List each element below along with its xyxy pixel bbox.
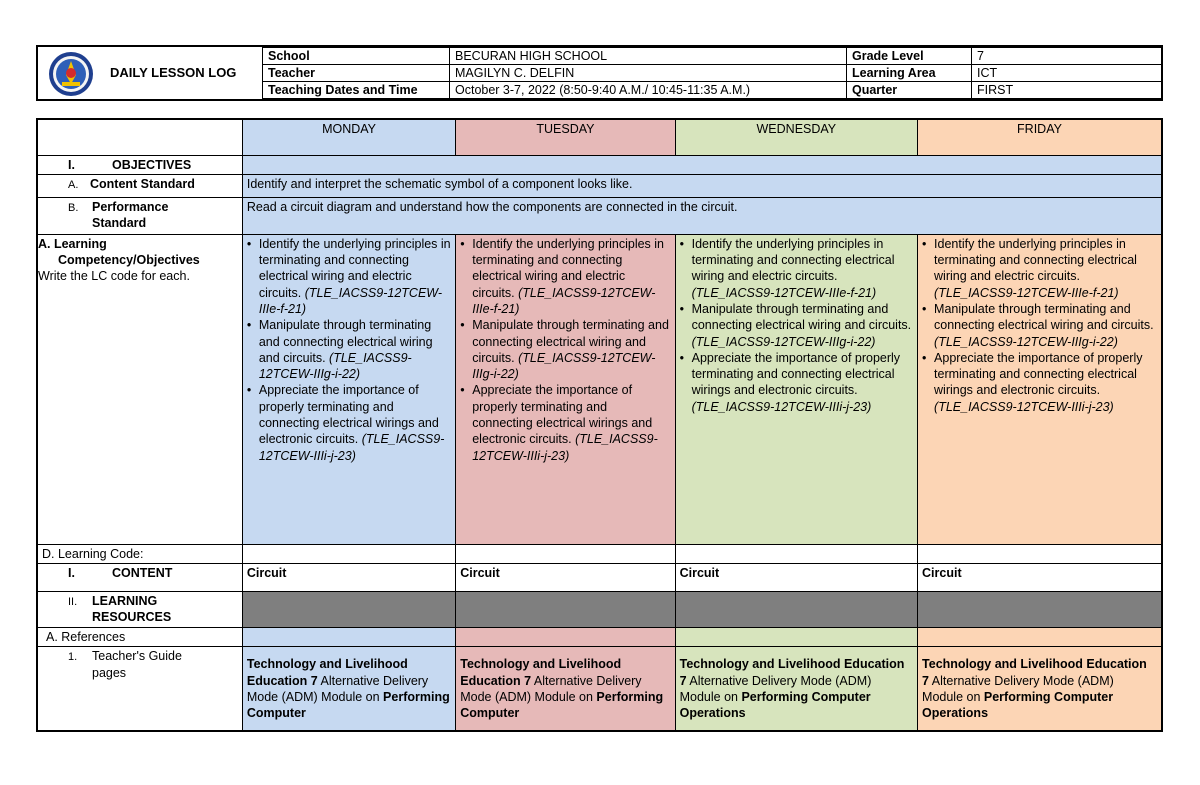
lesson-log-header [36, 45, 1163, 101]
teachers-guide-monday: Technology and Livelihood Education 7 Alternative Delivery Mode (ADM) Module on Performing Computer [242, 647, 455, 731]
grade-level-label: Grade Level [847, 48, 972, 65]
teaching-dates-label: Teaching Dates and Time [263, 82, 450, 99]
competency-label [37, 234, 242, 544]
objectives-band [242, 155, 1162, 174]
learning-code-label: D. Learning Code: [37, 544, 242, 563]
content-standard-text: Identify and interpret the schematic symbol of a component looks like. [242, 174, 1162, 197]
header-row-dates [263, 82, 1162, 99]
content-tuesday: Circuit [456, 564, 675, 592]
competency-list-monday [247, 236, 451, 464]
resources-friday [918, 592, 1162, 628]
competency-list-friday [922, 236, 1157, 415]
teachers-guide-title-2: pages [92, 665, 127, 680]
list-item: • Appreciate the importance of properly terminating and connecting electrical wirings and electronic circuits. (TLE_IACSS9-12TCEW-IIIi-j-23) [679, 350, 901, 414]
performance-standard-title-1: Performance [92, 199, 169, 214]
learning-code-wednesday [675, 544, 917, 563]
list-item: • Identify the underlying principles in terminating and connecting electrical wiring and electric circuits. (TLE_IACSS9-12TCEW-IIIe-f-21) [460, 236, 665, 316]
header-row-school [263, 48, 1162, 65]
learning-code-tuesday [456, 544, 675, 563]
teachers-guide-label [37, 647, 242, 731]
list-item: • Identify the underlying principles in terminating and connecting electrical wiring and electric circuits. (TLE_IACSS9-12TCEW-IIIe-f-21) [922, 236, 1137, 300]
references-monday [242, 628, 455, 647]
references-label: A. References [37, 628, 242, 647]
day-friday: FRIDAY [918, 119, 1162, 155]
quarter-label: Quarter [847, 82, 972, 99]
performance-standard-title-2: Standard [92, 216, 147, 231]
day-tuesday: TUESDAY [456, 119, 675, 155]
list-item: • Identify the underlying principles in terminating and connecting electrical wiring and electric circuits. (TLE_IACSS9-12TCEW-IIIe-f-21) [679, 236, 895, 300]
objectives-title: OBJECTIVES [112, 157, 192, 172]
competency-wednesday [675, 234, 917, 544]
teachers-guide-tuesday: Technology and Livelihood Education 7 Alternative Delivery Mode (ADM) Module on Performing Computer [456, 647, 675, 731]
objectives-row [37, 155, 1162, 174]
document-title: DAILY LESSON LOG [110, 65, 237, 80]
list-item: • Appreciate the importance of properly terminating and connecting electrical wirings and electronic circuits. (TLE_IACSS9-12TCEW-IIIi-j-23) [246, 383, 445, 463]
list-item: • Manipulate through terminating and connecting electrical wiring and circuits. (TLE_IACSS9-12TCEW-IIIg-i-22) [679, 301, 912, 349]
references-tuesday [456, 628, 675, 647]
list-item: • Appreciate the importance of properly terminating and connecting electrical wirings and electronic circuits. (TLE_IACSS9-12TCEW-IIIi-j-23) [922, 350, 1143, 414]
content-standard-letter: A. [68, 178, 79, 191]
content-friday: Circuit [918, 564, 1162, 592]
school-label: School [263, 48, 450, 65]
day-header-row [37, 119, 1162, 155]
performance-standard-text: Read a circuit diagram and understand how the components are connected in the circuit. [242, 197, 1162, 234]
competency-friday [918, 234, 1162, 544]
content-title: CONTENT [112, 566, 173, 581]
references-row [37, 628, 1162, 647]
competency-list-tuesday [460, 236, 670, 464]
grade-level-value: 7 [972, 48, 1162, 65]
learning-resources-title-1: LEARNING [92, 594, 158, 609]
references-wednesday [675, 628, 917, 647]
content-standard-row [37, 174, 1162, 197]
teachers-guide-wednesday: Technology and Livelihood Education 7 Alternative Delivery Mode (ADM) Module on Performing Computer Operations [675, 647, 917, 731]
resources-wednesday [675, 592, 917, 628]
teacher-value: MAGILYN C. DELFIN [450, 65, 847, 82]
learning-resources-number: II. [68, 596, 78, 609]
learning-code-friday [918, 544, 1162, 563]
content-number: I. [68, 566, 75, 581]
teachers-guide-title-1: Teacher's Guide [92, 649, 182, 664]
performance-standard-label [37, 197, 242, 234]
lesson-plan-table [36, 118, 1163, 732]
learning-resources-heading [37, 592, 242, 628]
competency-monday [242, 234, 455, 544]
quarter-value: FIRST [972, 82, 1162, 99]
header-info-table [262, 47, 1162, 99]
list-item: • Identify the underlying principles in terminating and connecting electrical wiring and electric circuits. (TLE_IACSS9-12TCEW-IIIe-f-21) [246, 236, 451, 316]
competency-note: Write the LC code for each. [38, 269, 190, 284]
content-standard-title: Content Standard [90, 176, 195, 191]
objectives-heading [37, 155, 242, 174]
learning-resources-title-2: RESOURCES [92, 610, 172, 625]
resources-tuesday [456, 592, 675, 628]
header-row-teacher [263, 65, 1162, 82]
logo-cell [38, 47, 262, 99]
resources-monday [242, 592, 455, 628]
competency-title-1: A. Learning [38, 236, 107, 251]
teachers-guide-number: 1. [68, 651, 78, 664]
learning-code-monday [242, 544, 455, 563]
day-monday: MONDAY [242, 119, 455, 155]
teachers-guide-row [37, 647, 1162, 731]
school-value: BECURAN HIGH SCHOOL [450, 48, 847, 65]
deped-seal-icon [48, 51, 94, 97]
objectives-number: I. [68, 157, 75, 172]
competency-tuesday [456, 234, 675, 544]
list-item: • Manipulate through terminating and connecting electrical wiring and circuits. (TLE_IACSS9-12TCEW-IIIg-i-22) [460, 318, 669, 382]
learning-resources-row [37, 592, 1162, 628]
content-standard-label [37, 174, 242, 197]
day-wednesday: WEDNESDAY [675, 119, 917, 155]
teacher-label: Teacher [263, 65, 450, 82]
list-item: • Manipulate through terminating and connecting electrical wiring and circuits. (TLE_IACSS9-12TCEW-IIIg-i-22) [922, 301, 1154, 349]
corner-cell [37, 119, 242, 155]
learning-code-row [37, 544, 1162, 563]
competency-row [37, 234, 1162, 544]
content-wednesday: Circuit [675, 564, 917, 592]
teachers-guide-friday: Technology and Livelihood Education 7 Alternative Delivery Mode (ADM) Module on Performing Computer Operations [918, 647, 1162, 731]
teaching-dates-value: October 3-7, 2022 (8:50-9:40 A.M./ 10:45-11:35 A.M.) [450, 82, 847, 99]
list-item: • Manipulate through terminating and connecting electrical wiring and circuits. (TLE_IACSS9-12TCEW-IIIg-i-22) [246, 318, 433, 382]
content-heading [37, 564, 242, 592]
competency-list-wednesday [680, 236, 913, 415]
competency-title-2: Competency/Objectives [58, 253, 200, 268]
learning-area-label: Learning Area [847, 65, 972, 82]
content-monday: Circuit [242, 564, 455, 592]
content-row [37, 564, 1162, 592]
performance-standard-row [37, 197, 1162, 234]
performance-standard-letter: B. [68, 201, 79, 214]
references-friday [918, 628, 1162, 647]
list-item: • Appreciate the importance of properly terminating and connecting electrical wirings and electronic circuits. (TLE_IACSS9-12TCEW-IIIi-j-23) [460, 383, 658, 463]
learning-area-value: ICT [972, 65, 1162, 82]
